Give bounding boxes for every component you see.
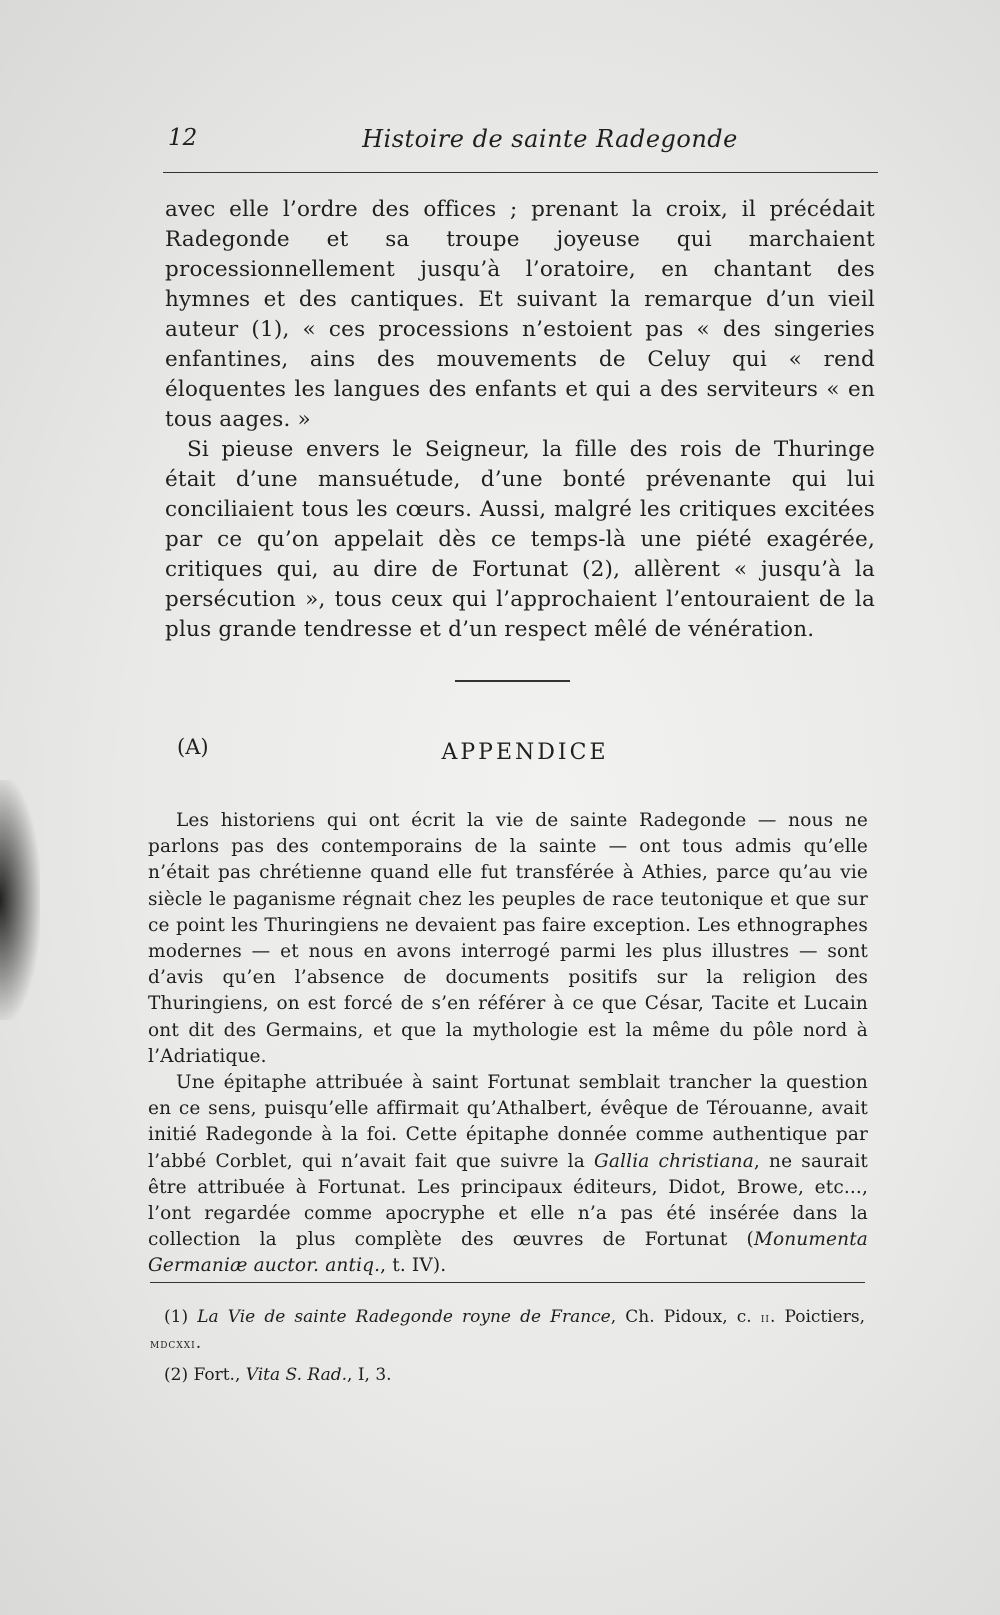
page-header [160,125,880,165]
appendix-title: APPENDICE [441,740,609,765]
appendix-paragraph-2 [148,1070,868,1280]
footnotes [150,1305,865,1394]
appendix-label: (A) [177,735,209,759]
appendix-p2-part-3: , t. IV). [380,1255,447,1277]
footnote-2-number: (2) [164,1365,194,1385]
page-number: 12 [168,125,198,151]
footnote-1-publisher: , Ch. Pidoux, c. [610,1307,761,1327]
appendix-p2-part-1: Une épitaphe attribuée à saint Fortunat semblait trancher la question en ce sens, puisqu’elle affirmait qu’Athalbert, évêque de Térouanne, avait initié Radegonde à la foi. Cette épitaphe donnée comme authentique par l’abbé Corblet, qui n’avait fait que suivre la [148,1072,868,1172]
footnote-1-city: . Poictiers, [769,1307,865,1327]
footnote-2-ref: , I, 3. [347,1365,392,1385]
section-divider [455,680,570,682]
header-rule [163,172,878,173]
footnote-1-year: mdcxxi [150,1337,196,1352]
appendix-paragraph-1: Les historiens qui ont écrit la vie de sainte Radegonde — nous ne parlons pas des contemporains de la sainte — ont tous admis qu’elle n’était pas chrétienne quand elle fut transférée à Athies, parce qu’au vie siècle le paganisme régnait chez les peuples de race teutonique et que sur ce point les Thuringiens ne devaient pas faire exception. Les ethnographes modernes — et nous en avons interrogé parmi les plus illustres — sont d’avis qu’en l’absence de documents positifs sur la religion des Thuringiens, on est forcé de s’en référer à ce que César, Tacite et Lucain ont dit des Germains, et que la mythologie est la même du pôle nord à l’Adriatique. [148,810,868,1067]
appendix-p2-italic-gallia: Gallia christiana [593,1150,754,1172]
footnote-1-end: . [195,1333,202,1353]
main-paragraph-2: Si pieuse envers le Seigneur, la fille des rois de Thuringe était d’une mansuétude, d’une bonté prévenante qui lui conciliaient tous les cœurs. Aussi, malgré les critiques excitées par ce qu’on appelait dès ce temps-là une piété exagérée, critiques qui, au dire de Fortunat (2), allèrent « jusqu’à la persécution », tous ceux qui l’approchaient l’entouraient de la plus grande tendresse et d’un respect mêlé de vénération. [165,437,875,642]
main-paragraph-1: avec elle l’ordre des offices ; prenant la croix, il précédait Radegonde et sa troupe joyeuse qui marchaient processionnellement jusqu’à l’oratoire, en chantant des hymnes et des cantiques. Et suivant la remarque d’un vieil auteur (1), « ces processions n’estoient pas « des singeries enfantines, ains des mouvements de Celuy qui « rend éloquentes les langues des enfants et qui a des serviteurs « en tous aages. » [165,197,875,432]
footnote-1-number: (1) [164,1307,198,1327]
main-text [165,195,875,645]
appendix-text [148,808,868,1280]
binding-shadow [0,780,40,1020]
footnote-2-title: Vita S. Rad. [245,1365,348,1385]
appendix-p2-italic-monumenta: Monumenta Germaniæ auctor. antiq. [148,1229,868,1277]
footnote-1-title: La Vie de sainte Radegonde royne de France [197,1307,611,1327]
footnote-1 [150,1305,865,1357]
footnote-rule [150,1282,865,1283]
footnote-1-chapter: ii [760,1311,770,1326]
footnote-2-author: Fort., [193,1365,246,1385]
appendix-p2-part-2: , ne saurait être attribuée à Fortunat. Les principaux éditeurs, Didot, Browe, etc..., l’ont regardée comme apocryphe et elle n’a pas été insérée dans la collection la plus complète des œuvres de Fortunat ( [148,1150,869,1251]
footnote-2 [150,1363,865,1388]
running-title: Histoire de sainte Radegonde [362,125,738,153]
